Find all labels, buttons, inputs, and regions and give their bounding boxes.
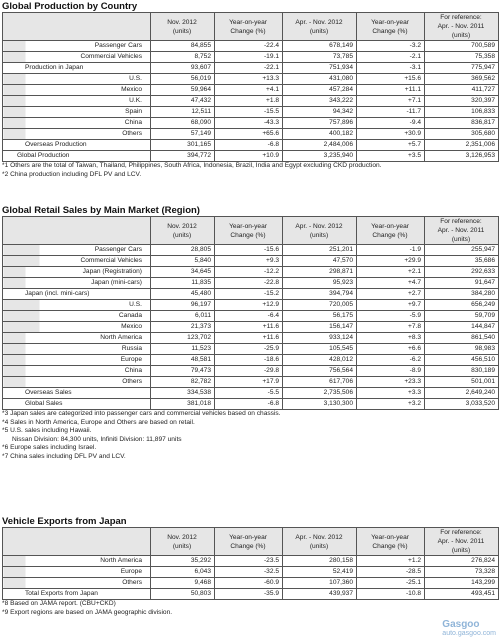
value-cell: -6.8 [215, 140, 283, 151]
value-cell: 50,803 [151, 589, 215, 600]
table-row [3, 355, 499, 366]
value-cell: +17.9 [215, 377, 283, 388]
table-row [3, 63, 499, 74]
value-cell: -25.1 [357, 578, 425, 589]
value-cell: 439,937 [283, 589, 357, 600]
value-cell: 57,149 [151, 129, 215, 140]
value-cell: 756,564 [283, 366, 357, 377]
value-cell: -6.2 [357, 355, 425, 366]
row-label: Total Exports from Japan [3, 589, 151, 600]
value-cell: -23.5 [215, 556, 283, 567]
production-table [2, 12, 499, 162]
table-row [3, 140, 499, 151]
value-cell: 123,702 [151, 333, 215, 344]
table-row [3, 41, 499, 52]
column-header: Apr. - Nov. 2012 (units) [283, 217, 357, 245]
row-label: Europe [3, 567, 151, 578]
row-label: Commercial Vehicles [3, 256, 151, 267]
column-header: Year-on-year Change (%) [215, 528, 283, 556]
value-cell: 84,855 [151, 41, 215, 52]
value-cell: 394,794 [283, 289, 357, 300]
production-section [2, 1, 498, 179]
value-cell: +3.5 [357, 151, 425, 162]
value-cell: +1.8 [215, 96, 283, 107]
table-row [3, 267, 499, 278]
value-cell: 73,785 [283, 52, 357, 63]
value-cell: 75,358 [425, 52, 499, 63]
value-cell: 144,847 [425, 322, 499, 333]
header-row [3, 13, 499, 41]
table-row [3, 388, 499, 399]
row-label: Overseas Sales [3, 388, 151, 399]
row-label: Passenger Cars [3, 41, 151, 52]
value-cell: -15.6 [215, 245, 283, 256]
value-cell: 305,680 [425, 129, 499, 140]
row-label: North America [3, 333, 151, 344]
value-cell: -28.5 [357, 567, 425, 578]
value-cell: -10.8 [357, 589, 425, 600]
exports-title: Vehicle Exports from Japan [2, 516, 127, 527]
exports-notes [2, 600, 498, 617]
value-cell: 678,149 [283, 41, 357, 52]
row-label: Mexico [3, 85, 151, 96]
value-cell: +9.3 [215, 256, 283, 267]
value-cell: +12.9 [215, 300, 283, 311]
value-cell: 617,706 [283, 377, 357, 388]
value-cell: 431,080 [283, 74, 357, 85]
value-cell: +7.8 [357, 322, 425, 333]
value-cell: 48,581 [151, 355, 215, 366]
row-label: Japan (incl. mini-cars) [3, 289, 151, 300]
footnote: Nissan Division: 84,300 units, Infiniti Division: 11,897 units [12, 435, 182, 443]
value-cell: -5.9 [357, 311, 425, 322]
column-header: For reference: Apr. - Nov. 2011 (units) [425, 528, 499, 556]
table-row [3, 333, 499, 344]
value-cell: 334,538 [151, 388, 215, 399]
row-label: Others [3, 377, 151, 388]
value-cell: -43.3 [215, 118, 283, 129]
row-label: Japan (Registration) [3, 267, 151, 278]
value-cell: -35.9 [215, 589, 283, 600]
value-cell: 720,005 [283, 300, 357, 311]
value-cell: 56,175 [283, 311, 357, 322]
column-header: Nov. 2012 (units) [151, 528, 215, 556]
value-cell: 301,165 [151, 140, 215, 151]
watermark-brand: Gasgoo [442, 619, 480, 630]
value-cell: 3,033,520 [425, 399, 499, 410]
value-cell: 757,896 [283, 118, 357, 129]
value-cell: 2,735,506 [283, 388, 357, 399]
value-cell: 700,589 [425, 41, 499, 52]
value-cell: 775,947 [425, 63, 499, 74]
value-cell: 394,772 [151, 151, 215, 162]
footnote: *4 Sales in North America, Europe and Others are based on retail. [2, 418, 195, 426]
value-cell: 79,473 [151, 366, 215, 377]
row-label: Mexico [3, 322, 151, 333]
table-row [3, 52, 499, 63]
value-cell: 68,090 [151, 118, 215, 129]
row-label: Japan (mini-cars) [3, 278, 151, 289]
column-header: For reference: Apr. - Nov. 2011 (units) [425, 13, 499, 41]
row-label: Overseas Production [3, 140, 151, 151]
value-cell: 34,645 [151, 267, 215, 278]
row-label: U.S. [3, 74, 151, 85]
header-blank-cell [3, 217, 151, 245]
value-cell: 21,373 [151, 322, 215, 333]
value-cell: +11.6 [215, 322, 283, 333]
value-cell: 143,299 [425, 578, 499, 589]
value-cell: +2.1 [357, 267, 425, 278]
value-cell: -6.4 [215, 311, 283, 322]
value-cell: 3,235,940 [283, 151, 357, 162]
exports-section [2, 516, 498, 617]
value-cell: 6,043 [151, 567, 215, 578]
value-cell: 93,607 [151, 63, 215, 74]
value-cell: 255,947 [425, 245, 499, 256]
value-cell: 82,782 [151, 377, 215, 388]
table-row [3, 300, 499, 311]
row-label: Others [3, 578, 151, 589]
value-cell: 106,833 [425, 107, 499, 118]
value-cell: 6,011 [151, 311, 215, 322]
value-cell: 276,824 [425, 556, 499, 567]
table-row [3, 118, 499, 129]
value-cell: 59,709 [425, 311, 499, 322]
value-cell: 369,562 [425, 74, 499, 85]
value-cell: +11.6 [215, 333, 283, 344]
header-row [3, 528, 499, 556]
column-header: Year-on-year Change (%) [357, 528, 425, 556]
value-cell: 501,001 [425, 377, 499, 388]
value-cell: +15.6 [357, 74, 425, 85]
value-cell: 73,328 [425, 567, 499, 578]
table-row [3, 245, 499, 256]
value-cell: -22.1 [215, 63, 283, 74]
value-cell: 320,397 [425, 96, 499, 107]
value-cell: +9.7 [357, 300, 425, 311]
gasgoo-watermark [442, 619, 496, 637]
value-cell: 292,633 [425, 267, 499, 278]
value-cell: 836,817 [425, 118, 499, 129]
row-label: Global Production [3, 151, 151, 162]
value-cell: 28,805 [151, 245, 215, 256]
column-header: Nov. 2012 (units) [151, 13, 215, 41]
row-label: China [3, 366, 151, 377]
value-cell: 98,983 [425, 344, 499, 355]
value-cell: 400,182 [283, 129, 357, 140]
value-cell: 280,158 [283, 556, 357, 567]
value-cell: 47,570 [283, 256, 357, 267]
value-cell: +30.9 [357, 129, 425, 140]
header-blank-cell [3, 528, 151, 556]
table-row [3, 399, 499, 410]
value-cell: 91,647 [425, 278, 499, 289]
footnote: *9 Export regions are based on JAMA geographic division. [2, 608, 173, 616]
production-notes [2, 162, 498, 179]
table-row [3, 289, 499, 300]
table-row [3, 129, 499, 140]
value-cell: +11.1 [357, 85, 425, 96]
table-row [3, 151, 499, 162]
value-cell: 12,511 [151, 107, 215, 118]
value-cell: 35,292 [151, 556, 215, 567]
table-row [3, 377, 499, 388]
retail-table [2, 216, 499, 410]
value-cell: 107,360 [283, 578, 357, 589]
value-cell: 11,835 [151, 278, 215, 289]
value-cell: 298,871 [283, 267, 357, 278]
value-cell: 384,280 [425, 289, 499, 300]
row-label: U.S. [3, 300, 151, 311]
column-header: For reference: Apr. - Nov. 2011 (units) [425, 217, 499, 245]
value-cell: 830,189 [425, 366, 499, 377]
value-cell: +3.2 [357, 399, 425, 410]
value-cell: 11,523 [151, 344, 215, 355]
value-cell: 5,840 [151, 256, 215, 267]
value-cell: 3,126,953 [425, 151, 499, 162]
value-cell: +3.3 [357, 388, 425, 399]
value-cell: 9,468 [151, 578, 215, 589]
exports-table [2, 527, 499, 600]
value-cell: -15.5 [215, 107, 283, 118]
value-cell: -19.1 [215, 52, 283, 63]
value-cell: 2,649,240 [425, 388, 499, 399]
production-title: Global Production by Country [2, 1, 138, 12]
watermark-url: auto.gasgoo.com [442, 630, 496, 637]
row-label: Russia [3, 344, 151, 355]
row-label: Commercial Vehicles [3, 52, 151, 63]
table-row [3, 589, 499, 600]
retail-title: Global Retail Sales by Main Market (Region) [2, 205, 200, 216]
value-cell: -3.1 [357, 63, 425, 74]
value-cell: 45,480 [151, 289, 215, 300]
value-cell: +65.6 [215, 129, 283, 140]
value-cell: -22.4 [215, 41, 283, 52]
column-header: Apr. - Nov. 2012 (units) [283, 528, 357, 556]
table-row [3, 278, 499, 289]
value-cell: 3,130,300 [283, 399, 357, 410]
value-cell: 8,752 [151, 52, 215, 63]
table-row [3, 344, 499, 355]
table-row [3, 556, 499, 567]
header-blank-cell [3, 13, 151, 41]
value-cell: 343,222 [283, 96, 357, 107]
value-cell: 381,018 [151, 399, 215, 410]
table-row [3, 366, 499, 377]
header-row [3, 217, 499, 245]
column-header: Year-on-year Change (%) [357, 13, 425, 41]
row-label: U.K. [3, 96, 151, 107]
value-cell: +1.2 [357, 556, 425, 567]
row-label: China [3, 118, 151, 129]
value-cell: 457,284 [283, 85, 357, 96]
value-cell: -15.2 [215, 289, 283, 300]
value-cell: 95,923 [283, 278, 357, 289]
value-cell: +4.7 [357, 278, 425, 289]
retail-section [2, 205, 498, 461]
value-cell: -2.1 [357, 52, 425, 63]
value-cell: -22.8 [215, 278, 283, 289]
value-cell: -9.4 [357, 118, 425, 129]
table-row [3, 96, 499, 107]
value-cell: -12.2 [215, 267, 283, 278]
retail-notes [2, 410, 498, 461]
row-label: Global Sales [3, 399, 151, 410]
value-cell: 156,147 [283, 322, 357, 333]
value-cell: +8.3 [357, 333, 425, 344]
value-cell: -32.5 [215, 567, 283, 578]
value-cell: 47,432 [151, 96, 215, 107]
column-header: Apr. - Nov. 2012 (units) [283, 13, 357, 41]
footnote: *6 Europe sales including Israel. [2, 444, 97, 451]
value-cell: +7.1 [357, 96, 425, 107]
row-label: Europe [3, 355, 151, 366]
table-row [3, 567, 499, 578]
table-row [3, 74, 499, 85]
footnote: *7 China sales including DFL PV and LCV. [2, 452, 126, 460]
column-header: Year-on-year Change (%) [357, 217, 425, 245]
value-cell: -11.7 [357, 107, 425, 118]
value-cell: +23.3 [357, 377, 425, 388]
value-cell: 96,197 [151, 300, 215, 311]
table-row [3, 107, 499, 118]
table-row [3, 256, 499, 267]
row-label: North America [3, 556, 151, 567]
value-cell: 56,019 [151, 74, 215, 85]
value-cell: 411,727 [425, 85, 499, 96]
footnote: *3 Japan sales are categorized into passenger cars and commercial vehicles based on chassis. [2, 410, 281, 417]
footnote: *2 China production including DFL PV and LCV. [2, 170, 142, 178]
value-cell: +4.1 [215, 85, 283, 96]
value-cell: +10.9 [215, 151, 283, 162]
value-cell: -60.9 [215, 578, 283, 589]
value-cell: 428,012 [283, 355, 357, 366]
column-header: Nov. 2012 (units) [151, 217, 215, 245]
value-cell: 35,686 [425, 256, 499, 267]
value-cell: -8.9 [357, 366, 425, 377]
table-row [3, 311, 499, 322]
value-cell: -18.6 [215, 355, 283, 366]
value-cell: -5.5 [215, 388, 283, 399]
value-cell: -1.9 [357, 245, 425, 256]
value-cell: 861,540 [425, 333, 499, 344]
table-row [3, 322, 499, 333]
value-cell: 751,934 [283, 63, 357, 74]
value-cell: 656,249 [425, 300, 499, 311]
value-cell: -25.9 [215, 344, 283, 355]
row-label: Spain [3, 107, 151, 118]
value-cell: 933,124 [283, 333, 357, 344]
column-header: Year-on-year Change (%) [215, 13, 283, 41]
value-cell: 2,351,006 [425, 140, 499, 151]
row-label: Others [3, 129, 151, 140]
value-cell: +13.3 [215, 74, 283, 85]
value-cell: 2,484,006 [283, 140, 357, 151]
value-cell: +29.9 [357, 256, 425, 267]
footnote: *1 Others are the total of Taiwan, Thailand, Philippines, South Africa, Indonesia, Brazil, India and Egypt excluding CKD production. [2, 162, 382, 169]
footnote: *8 Based on JAMA report. (CBU+CKD) [2, 600, 116, 607]
column-header: Year-on-year Change (%) [215, 217, 283, 245]
value-cell: 52,419 [283, 567, 357, 578]
value-cell: 456,510 [425, 355, 499, 366]
value-cell: -29.8 [215, 366, 283, 377]
value-cell: -3.2 [357, 41, 425, 52]
row-label: Production in Japan [3, 63, 151, 74]
value-cell: +6.6 [357, 344, 425, 355]
row-label: Passenger Cars [3, 245, 151, 256]
footnote: *5 U.S. sales including Hawaii. [2, 427, 92, 434]
row-label: Canada [3, 311, 151, 322]
value-cell: +5.7 [357, 140, 425, 151]
value-cell: 94,342 [283, 107, 357, 118]
table-row [3, 85, 499, 96]
value-cell: +2.7 [357, 289, 425, 300]
value-cell: 105,545 [283, 344, 357, 355]
value-cell: 493,451 [425, 589, 499, 600]
value-cell: 59,964 [151, 85, 215, 96]
value-cell: -6.8 [215, 399, 283, 410]
value-cell: 251,201 [283, 245, 357, 256]
table-row [3, 578, 499, 589]
